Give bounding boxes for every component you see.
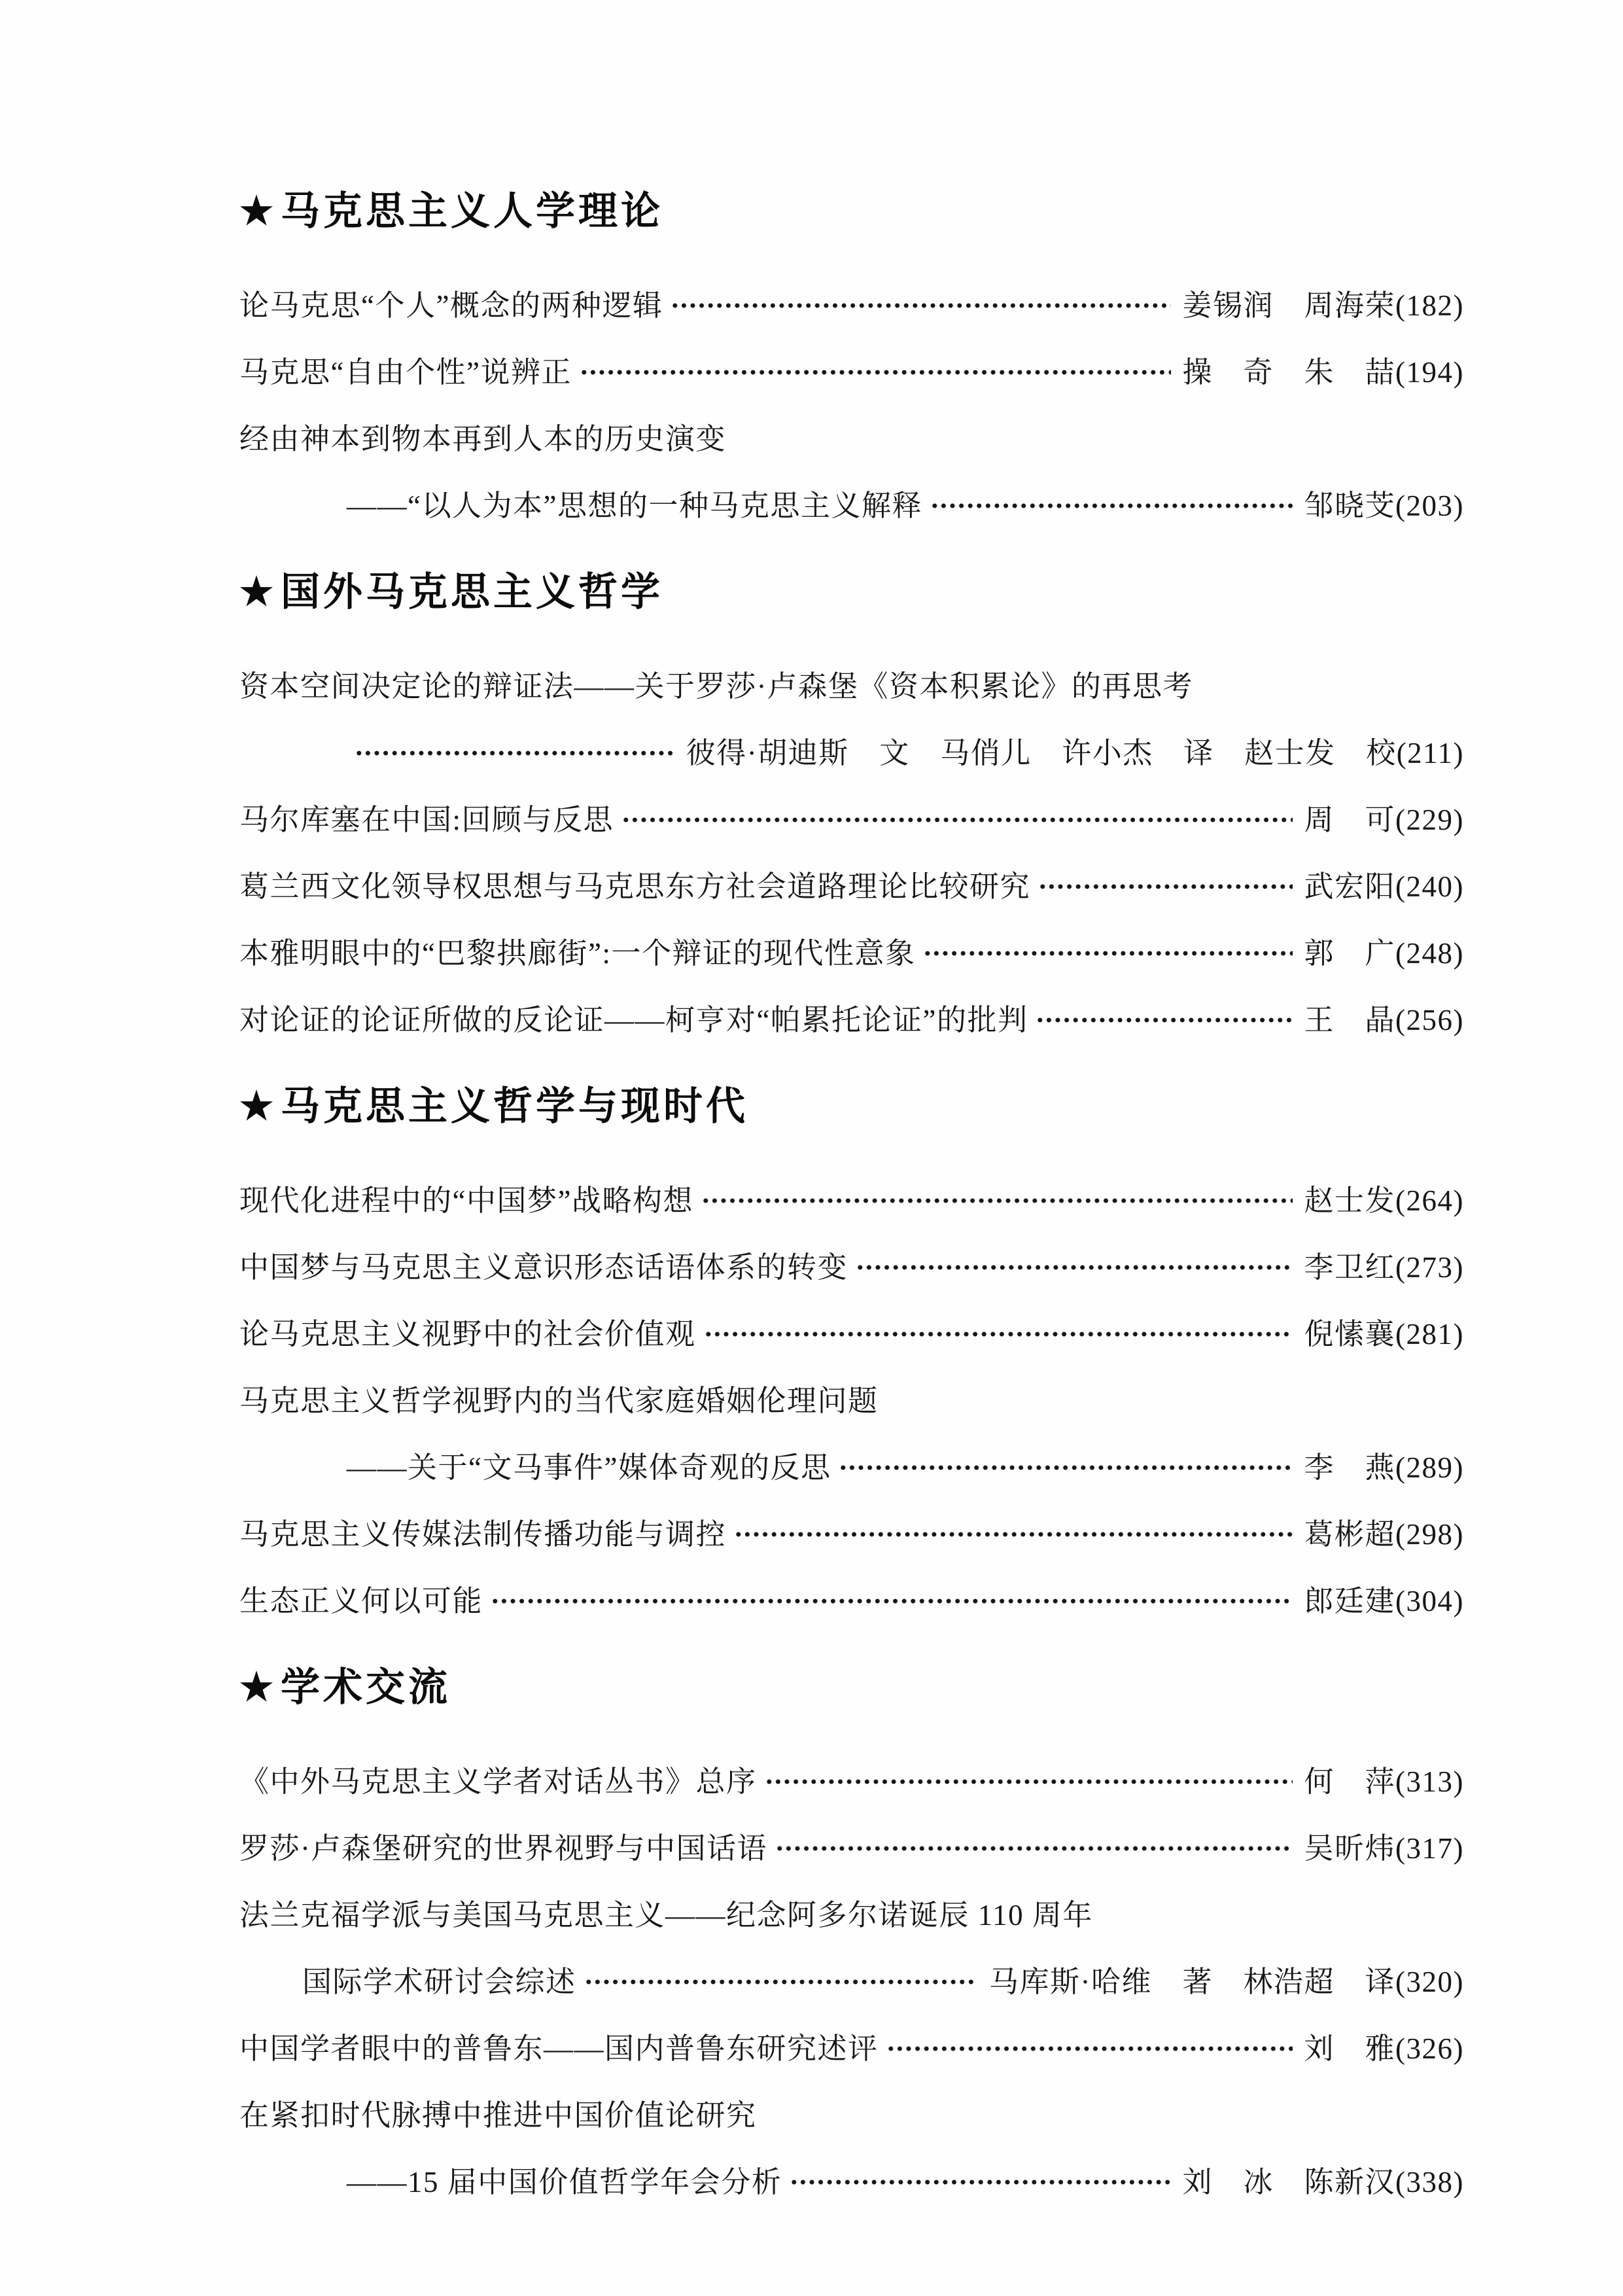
toc-row	[239, 1381, 1464, 1421]
toc-row	[239, 866, 1464, 907]
entry-title: 法兰克福学派与美国马克思主义——纪念阿多尔诺诞辰 110 周年	[239, 1899, 1093, 1932]
star-icon: ★	[239, 190, 277, 232]
toc-row	[239, 1828, 1464, 1869]
toc-row	[239, 352, 1464, 393]
toc-row	[239, 486, 1464, 526]
entry-title: 罗莎·卢森堡研究的世界视野与中国话语	[239, 1832, 767, 1865]
toc-section	[239, 1082, 1464, 1621]
entry-authors-page: 周 可(229)	[1304, 804, 1464, 836]
dot-leader	[621, 800, 1293, 840]
entry-title: 生态正义何以可能	[239, 1585, 483, 1617]
entry-authors-page: 李卫红(273)	[1304, 1251, 1464, 1284]
dot-leader	[790, 2162, 1170, 2202]
entry-title: 葛兰西文化领导权思想与马克思东方社会道路理论比较研究	[239, 870, 1031, 903]
toc-row	[239, 1180, 1464, 1221]
entry-title: 中国梦与马克思主义意识形态话语体系的转变	[239, 1251, 848, 1284]
entry-title: 论马克思主义视野中的社会价值观	[239, 1318, 696, 1351]
toc-row	[239, 2162, 1464, 2202]
dot-leader	[491, 1581, 1293, 1621]
entry-authors-page: 王 晶(256)	[1304, 1004, 1464, 1036]
entry-title: 中国学者眼中的普鲁东——国内普鲁东研究述评	[239, 2032, 879, 2065]
entry-authors-page: 邹晓芠(203)	[1304, 489, 1464, 522]
entry-title: 本雅明眼中的“巴黎拱廊街”:一个辩证的现代性意象	[239, 937, 916, 970]
section-title: 马克思主义人学理论	[281, 189, 663, 233]
entry-title: 国际学术研讨会综述	[302, 1966, 576, 1998]
toc-root	[239, 187, 1464, 2202]
entry-authors-page: 姜锡润 周海荣(182)	[1182, 289, 1464, 322]
entry-title: 经由神本到物本再到人本的历史演变	[239, 423, 727, 455]
entry-title: 马克思“自由个性”说辨正	[239, 356, 572, 389]
toc-row	[239, 800, 1464, 840]
dot-leader	[775, 1828, 1293, 1869]
entry-title: ——关于“文马事件”媒体奇观的反思	[347, 1451, 831, 1484]
toc-row	[239, 2095, 1464, 2136]
entry-authors-page: 郭 广(248)	[1304, 937, 1464, 970]
dot-leader	[704, 1314, 1293, 1354]
entry-authors-page: 何 萍(313)	[1304, 1765, 1464, 1798]
toc-row	[239, 666, 1464, 707]
dot-leader	[886, 2028, 1293, 2069]
toc-row	[239, 1581, 1464, 1621]
toc-row	[239, 1247, 1464, 1288]
section-heading	[239, 568, 1464, 616]
dot-leader	[839, 1447, 1292, 1488]
dot-leader	[1038, 866, 1293, 907]
entry-title: 论马克思“个人”概念的两种逻辑	[239, 289, 663, 322]
toc-row	[239, 1514, 1464, 1555]
entry-authors-page: 马库斯·哈维 著 林浩超 译(320)	[989, 1966, 1464, 1998]
entry-authors-page: 赵士发(264)	[1304, 1184, 1464, 1217]
section-entries	[239, 1761, 1464, 2202]
dot-leader	[856, 1247, 1293, 1288]
entry-authors-page: 倪愫襄(281)	[1304, 1318, 1464, 1351]
star-icon: ★	[239, 1666, 277, 1708]
dot-leader	[734, 1514, 1293, 1555]
entry-authors-page: 李 燕(289)	[1304, 1451, 1464, 1484]
entry-title: 资本空间决定论的辩证法——关于罗莎·卢森堡《资本积累论》的再思考	[239, 670, 1193, 703]
section-entries	[239, 285, 1464, 526]
section-entries	[239, 1180, 1464, 1621]
entry-authors-page: 操 奇 朱 喆(194)	[1182, 356, 1464, 389]
section-heading	[239, 1663, 1464, 1712]
toc-row	[239, 1895, 1464, 1935]
toc-row	[239, 1447, 1464, 1488]
entry-title: 在紧扣时代脉搏中推进中国价值论研究	[239, 2099, 757, 2132]
entry-title: 对论证的论证所做的反论证——柯亨对“帕累托论证”的批判	[239, 1004, 1028, 1036]
entry-authors-page: 武宏阳(240)	[1304, 870, 1464, 903]
dot-leader	[671, 285, 1170, 326]
entry-title: 现代化进程中的“中国梦”战略构想	[239, 1184, 693, 1217]
toc-row	[239, 1314, 1464, 1354]
dot-leader	[930, 486, 1293, 526]
toc-row	[239, 285, 1464, 326]
toc-row	[239, 1000, 1464, 1040]
entry-authors-page: 刘 雅(326)	[1304, 2032, 1464, 2065]
toc-row	[239, 933, 1464, 974]
entry-authors-page: 郎廷建(304)	[1304, 1585, 1464, 1617]
dot-leader	[701, 1180, 1293, 1221]
entry-authors-page: 吴昕炜(317)	[1304, 1832, 1464, 1865]
toc-row	[239, 1962, 1464, 2002]
entry-title: 马克思主义传媒法制传播功能与调控	[239, 1518, 727, 1551]
toc-row	[239, 1761, 1464, 1802]
entry-authors-page: 葛彬超(298)	[1304, 1518, 1464, 1551]
entry-title: 《中外马克思主义学者对话丛书》总序	[239, 1765, 757, 1798]
toc-section	[239, 568, 1464, 1040]
section-heading	[239, 187, 1464, 236]
dot-leader	[584, 1962, 978, 2002]
section-heading	[239, 1082, 1464, 1131]
toc-row	[239, 419, 1464, 459]
entry-title: ——15 届中国价值哲学年会分析	[347, 2166, 782, 2199]
section-entries	[239, 666, 1464, 1040]
section-title: 国外马克思主义哲学	[281, 570, 663, 614]
dot-leader	[765, 1761, 1293, 1802]
entry-title: ——“以人为本”思想的一种马克思主义解释	[347, 489, 922, 522]
toc-section	[239, 1663, 1464, 2202]
star-icon: ★	[239, 1085, 277, 1127]
section-title: 马克思主义哲学与现时代	[281, 1084, 748, 1128]
dot-leader	[1036, 1000, 1292, 1040]
toc-section	[239, 187, 1464, 526]
dot-leader	[923, 933, 1292, 974]
dot-leader	[580, 352, 1171, 393]
entry-authors-page: 彼得·胡迪斯 文 马俏儿 许小杰 译 赵士发 校(211)	[686, 737, 1464, 769]
toc-row	[239, 2028, 1464, 2069]
star-icon: ★	[239, 571, 277, 613]
toc-row	[239, 733, 1464, 773]
section-title: 学术交流	[281, 1665, 451, 1709]
entry-title: 马克思主义哲学视野内的当代家庭婚姻伦理问题	[239, 1385, 879, 1417]
entry-title: 马尔库塞在中国:回顾与反思	[239, 804, 614, 836]
dot-leader	[355, 733, 674, 773]
entry-authors-page: 刘 冰 陈新汉(338)	[1182, 2166, 1464, 2199]
